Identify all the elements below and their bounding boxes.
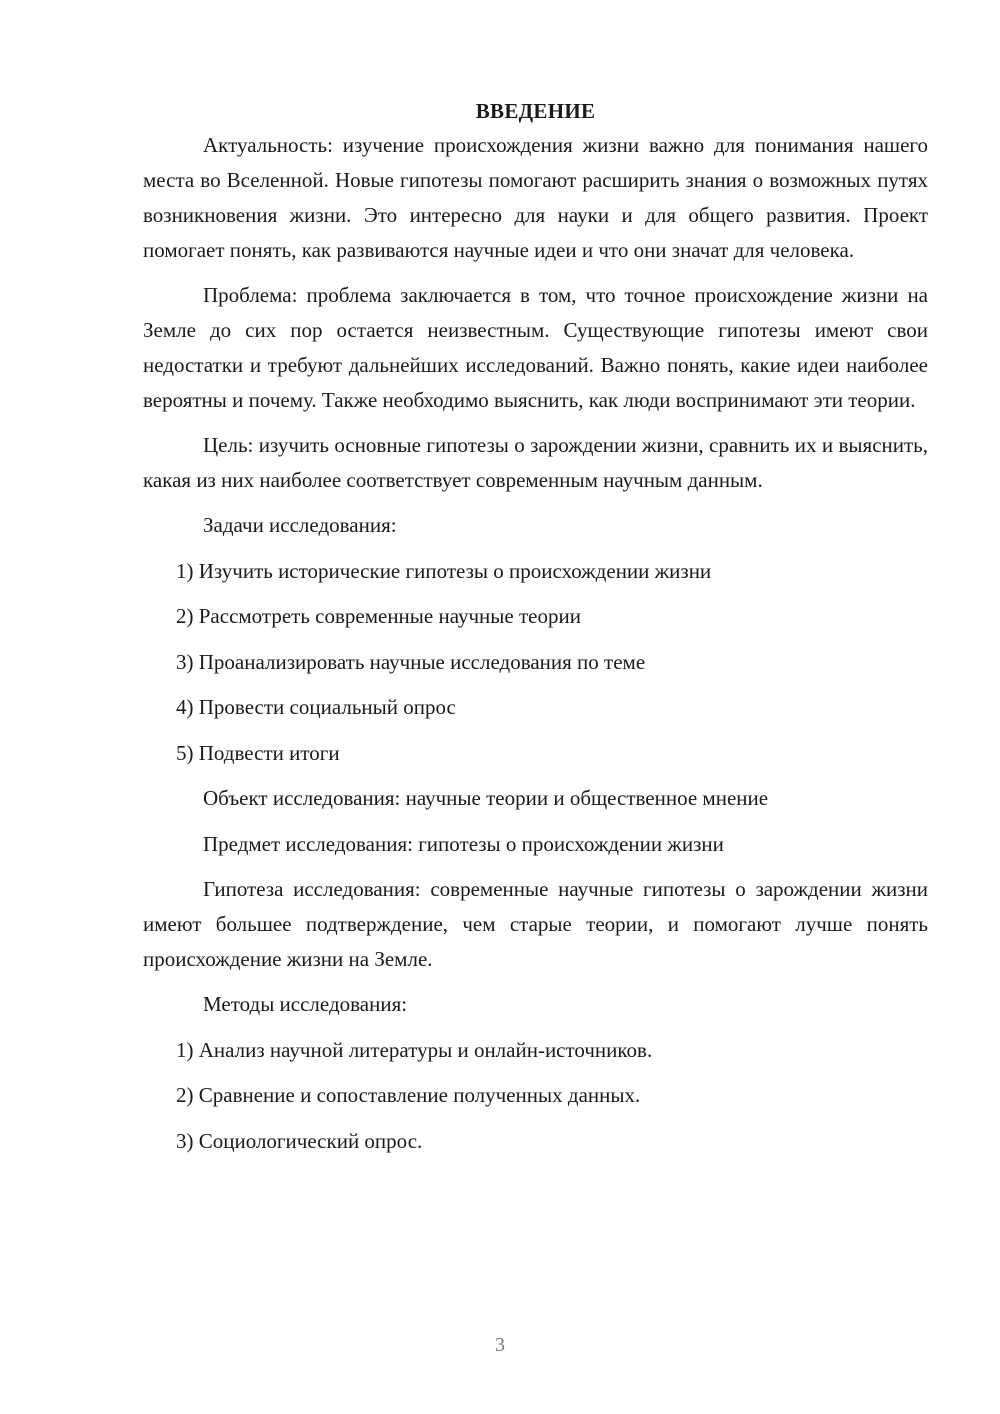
methods-list	[143, 1033, 928, 1170]
list-item: 2) Рассмотреть современные научные теории	[176, 604, 581, 628]
list-item: 1) Анализ научной литературы и онлайн-источников.	[176, 1037, 653, 1062]
object-line: Объект исследования: научные теории и общественное мнение	[203, 786, 769, 810]
problem-paragraph: Проблема: проблема заключается в том, что точное происхождение жизни на Земле до сих пор остается неизвестным. Существующие гипотезы имеют свои недостатки и требуют дальнейших исследований. Важно понять, какие идеи наиболее вероятны и почему. Также необходимо выяснить, как люди воспринимают эти теории.	[143, 283, 928, 412]
list-item: 3) Проанализировать научные исследования по теме	[176, 649, 646, 674]
list-item: 1) Изучить исторические гипотезы о происхождении жизни	[176, 558, 712, 583]
list-item: 5) Подвести итоги	[176, 740, 340, 765]
page-number: 3	[495, 1334, 505, 1356]
document-page	[143, 96, 928, 1169]
tasks-heading: Задачи исследования:	[203, 513, 397, 537]
goal-paragraph: Цель: изучить основные гипотезы о зарождении жизни, сравнить их и выяснить, какая из них наиболее соответствует современным научным данным.	[143, 433, 928, 492]
list-item: 2) Сравнение и сопоставление полученных данных.	[176, 1083, 641, 1107]
section-title: ВВЕДЕНИЕ	[475, 99, 596, 123]
list-item: 4) Провести социальный опрос	[176, 695, 456, 719]
subject-line: Предмет исследования: гипотезы о происхождении жизни	[203, 831, 724, 856]
hypothesis-paragraph: Гипотеза исследования: современные научные гипотезы о зарождении жизни имеют большее подтверждение, чем старые теории, и помогают лучше понять происхождение жизни на Земле.	[143, 877, 928, 971]
relevance-paragraph: Актуальность: изучение происхождения жизни важно для понимания нашего места во Вселенной. Новые гипотезы помогают расширить знания о возможных путях возникновения жизни. Это интересно для науки и для общего развития. Проект помогает понять, как развиваются научные идеи и что они значат для человека.	[143, 133, 928, 262]
list-item: 3) Социологический опрос.	[176, 1128, 423, 1153]
methods-heading: Методы исследования:	[203, 992, 408, 1016]
tasks-list	[143, 554, 928, 782]
